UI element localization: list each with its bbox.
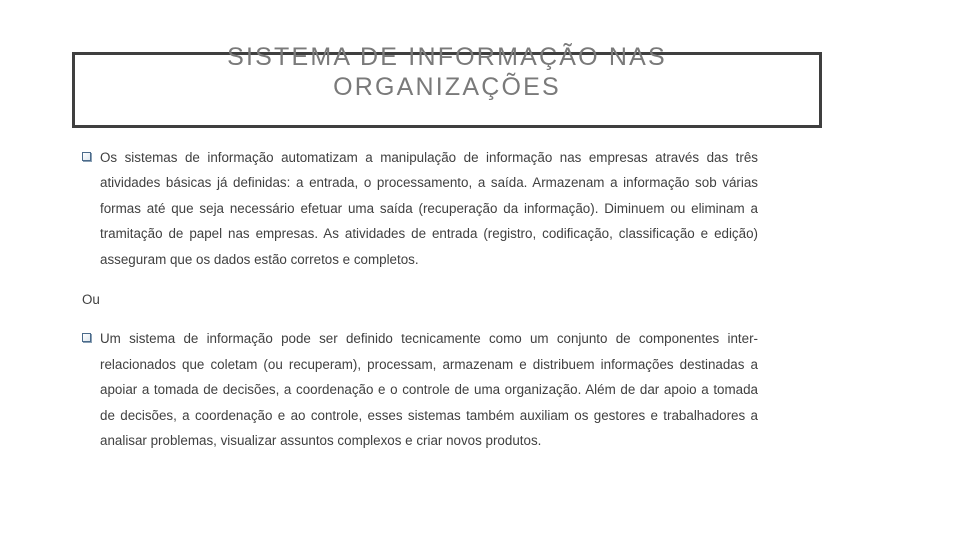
bullet-paragraph-2 <box>82 326 758 453</box>
slide-title-line-1: SISTEMA DE INFORMAÇÃO NAS <box>227 43 667 71</box>
separator-text: Ou <box>82 292 100 308</box>
checkbox-bullet-icon <box>82 152 91 161</box>
slide-body <box>82 145 758 453</box>
checkbox-bullet-icon <box>82 333 91 342</box>
bullet-text-2: Um sistema de informação pode ser definido tecnicamente como um conjunto de componentes inter-relacionados que coletam (ou recuperam), processam, armazenam e distribuem informações destinadas a apoiar a tomada de decisões, a coordenação e o controle de uma organização. Além de dar apoio a tomada de decisões, a coordenação e ao controle, esses sistemas também auxiliam os gestores e trabalhadores a analisar problemas, visualizar assuntos complexos e criar novos produtos. <box>100 331 758 449</box>
slide-title <box>72 42 822 102</box>
bullet-text-1: Os sistemas de informação automatizam a manipulação de informação nas empresas através das três atividades básicas já definidas: a entrada, o processamento, a saída. Armazenam a informação sob várias formas até que seja necessário efetuar uma saída (recuperação da informação). Diminuem ou eliminam a tramitação de papel nas empresas. As atividades de entrada (registro, codificação, classificação e edição) asseguram que os dados estão corretos e completos. <box>100 150 758 267</box>
slide-title-line-2: ORGANIZAÇÕES <box>333 73 561 101</box>
bullet-paragraph-1 <box>82 145 758 272</box>
